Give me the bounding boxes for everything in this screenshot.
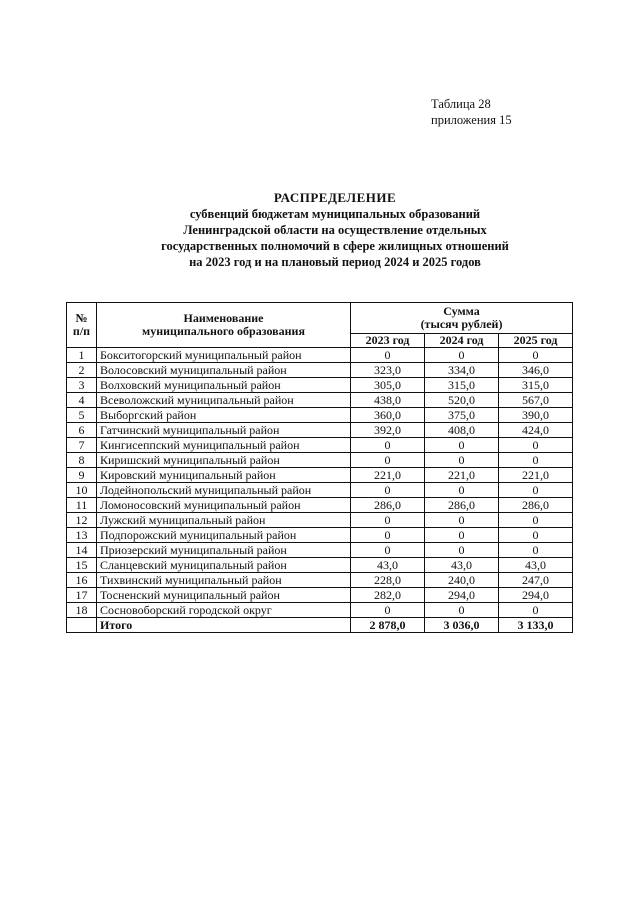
row-value-2025: 0 — [499, 438, 573, 453]
row-value-2024: 294,0 — [425, 588, 499, 603]
table-row — [67, 408, 573, 423]
row-value-2023: 221,0 — [351, 468, 425, 483]
table-row — [67, 348, 573, 363]
header-name-line-1: Наименование — [183, 311, 264, 325]
table-row — [67, 498, 573, 513]
total-label: Итого — [97, 618, 351, 633]
row-number: 7 — [67, 438, 97, 453]
row-value-2023: 392,0 — [351, 423, 425, 438]
header-year-2025: 2025 год — [499, 334, 573, 348]
table-row — [67, 573, 573, 588]
row-name: Тосненский муниципальный район — [97, 588, 351, 603]
row-number: 11 — [67, 498, 97, 513]
row-number: 13 — [67, 528, 97, 543]
row-value-2023: 323,0 — [351, 363, 425, 378]
row-value-2023: 0 — [351, 483, 425, 498]
row-value-2023: 43,0 — [351, 558, 425, 573]
row-value-2023: 360,0 — [351, 408, 425, 423]
title-line-3: государственных полномочий в сфере жилищных отношений — [161, 239, 509, 253]
row-name: Бокситогорский муниципальный район — [97, 348, 351, 363]
total-value-2025: 3 133,0 — [499, 618, 573, 633]
header-number-line-1: № — [75, 311, 88, 325]
table-row — [67, 438, 573, 453]
row-value-2023: 0 — [351, 603, 425, 618]
row-value-2025: 0 — [499, 453, 573, 468]
table-row — [67, 603, 573, 618]
row-value-2024: 0 — [425, 528, 499, 543]
row-number: 18 — [67, 603, 97, 618]
row-name: Гатчинский муниципальный район — [97, 423, 351, 438]
row-name: Тихвинский муниципальный район — [97, 573, 351, 588]
header-year-2024: 2024 год — [425, 334, 499, 348]
table-row — [67, 543, 573, 558]
row-value-2025: 0 — [499, 543, 573, 558]
row-value-2023: 228,0 — [351, 573, 425, 588]
row-value-2024: 375,0 — [425, 408, 499, 423]
row-name: Сосновоборский городской округ — [97, 603, 351, 618]
row-value-2024: 0 — [425, 438, 499, 453]
table-row — [67, 468, 573, 483]
title-main: РАСПРЕДЕЛЕНИЕ — [273, 190, 397, 205]
row-number: 6 — [67, 423, 97, 438]
title-line-1: субвенций бюджетам муниципальных образований — [189, 207, 481, 221]
row-value-2025: 247,0 — [499, 573, 573, 588]
row-name: Лодейнопольский муниципальный район — [97, 483, 351, 498]
row-number: 17 — [67, 588, 97, 603]
row-value-2023: 305,0 — [351, 378, 425, 393]
row-value-2025: 0 — [499, 513, 573, 528]
annex-reference — [431, 96, 512, 128]
annex-appendix-number: приложения 15 — [431, 113, 512, 127]
row-number: 5 — [67, 408, 97, 423]
row-value-2024: 240,0 — [425, 573, 499, 588]
row-number: 16 — [67, 573, 97, 588]
row-name: Киришский муниципальный район — [97, 453, 351, 468]
total-value-2023: 2 878,0 — [351, 618, 425, 633]
header-year-2023: 2023 год — [351, 334, 425, 348]
table-row — [67, 588, 573, 603]
row-value-2024: 0 — [425, 453, 499, 468]
row-number: 4 — [67, 393, 97, 408]
row-value-2023: 282,0 — [351, 588, 425, 603]
row-name: Лужский муниципальный район — [97, 513, 351, 528]
row-value-2023: 0 — [351, 528, 425, 543]
row-number: 9 — [67, 468, 97, 483]
row-value-2024: 0 — [425, 483, 499, 498]
row-number: 3 — [67, 378, 97, 393]
total-number-cell — [67, 618, 97, 633]
row-value-2024: 0 — [425, 603, 499, 618]
header-sum-line-2: (тысяч рублей) — [420, 317, 503, 331]
subvention-table — [66, 302, 573, 633]
row-number: 8 — [67, 453, 97, 468]
row-value-2023: 438,0 — [351, 393, 425, 408]
row-number: 12 — [67, 513, 97, 528]
row-value-2023: 0 — [351, 453, 425, 468]
header-sum-line-1: Сумма — [443, 304, 480, 318]
row-name: Подпорожский муниципальный район — [97, 528, 351, 543]
table-row — [67, 528, 573, 543]
row-name: Волховский муниципальный район — [97, 378, 351, 393]
header-sum — [351, 303, 573, 334]
title-line-4: на 2023 год и на плановый период 2024 и 2025 годов — [189, 255, 481, 269]
annex-table-number: Таблица 28 — [431, 97, 491, 111]
row-name: Приозерский муниципальный район — [97, 543, 351, 558]
table-row — [67, 363, 573, 378]
row-number: 10 — [67, 483, 97, 498]
header-number-line-2: п/п — [72, 324, 91, 338]
row-value-2025: 0 — [499, 603, 573, 618]
row-value-2023: 0 — [351, 513, 425, 528]
row-name: Волосовский муниципальный район — [97, 363, 351, 378]
header-name — [97, 303, 351, 348]
table-row — [67, 558, 573, 573]
row-value-2025: 346,0 — [499, 363, 573, 378]
table-row — [67, 423, 573, 438]
row-value-2024: 520,0 — [425, 393, 499, 408]
row-value-2024: 0 — [425, 543, 499, 558]
row-value-2025: 43,0 — [499, 558, 573, 573]
row-value-2025: 221,0 — [499, 468, 573, 483]
row-value-2024: 0 — [425, 513, 499, 528]
table-row — [67, 453, 573, 468]
row-value-2025: 286,0 — [499, 498, 573, 513]
row-name: Всеволожский муниципальный район — [97, 393, 351, 408]
row-name: Кингисеппский муниципальный район — [97, 438, 351, 453]
row-name: Ломоносовский муниципальный район — [97, 498, 351, 513]
row-value-2024: 286,0 — [425, 498, 499, 513]
row-value-2024: 221,0 — [425, 468, 499, 483]
table-row — [67, 393, 573, 408]
row-value-2024: 315,0 — [425, 378, 499, 393]
row-value-2023: 0 — [351, 438, 425, 453]
table-row — [67, 513, 573, 528]
row-value-2025: 0 — [499, 528, 573, 543]
table-row — [67, 378, 573, 393]
total-row — [67, 618, 573, 633]
row-name: Выборгский район — [97, 408, 351, 423]
row-value-2025: 294,0 — [499, 588, 573, 603]
header-name-line-2: муниципального образования — [142, 324, 305, 338]
document-title — [130, 190, 540, 270]
row-number: 14 — [67, 543, 97, 558]
row-value-2023: 286,0 — [351, 498, 425, 513]
row-value-2023: 0 — [351, 348, 425, 363]
row-value-2023: 0 — [351, 543, 425, 558]
row-name: Сланцевский муниципальный район — [97, 558, 351, 573]
table-row — [67, 483, 573, 498]
row-value-2025: 567,0 — [499, 393, 573, 408]
header-number — [67, 303, 97, 348]
row-number: 1 — [67, 348, 97, 363]
row-value-2024: 408,0 — [425, 423, 499, 438]
row-name: Кировский муниципальный район — [97, 468, 351, 483]
row-number: 15 — [67, 558, 97, 573]
row-value-2025: 424,0 — [499, 423, 573, 438]
row-number: 2 — [67, 363, 97, 378]
row-value-2024: 0 — [425, 348, 499, 363]
row-value-2025: 315,0 — [499, 378, 573, 393]
row-value-2025: 0 — [499, 483, 573, 498]
title-line-2: Ленинградской области на осуществление отдельных — [183, 223, 487, 237]
row-value-2024: 43,0 — [425, 558, 499, 573]
total-value-2024: 3 036,0 — [425, 618, 499, 633]
row-value-2024: 334,0 — [425, 363, 499, 378]
row-value-2025: 0 — [499, 348, 573, 363]
row-value-2025: 390,0 — [499, 408, 573, 423]
